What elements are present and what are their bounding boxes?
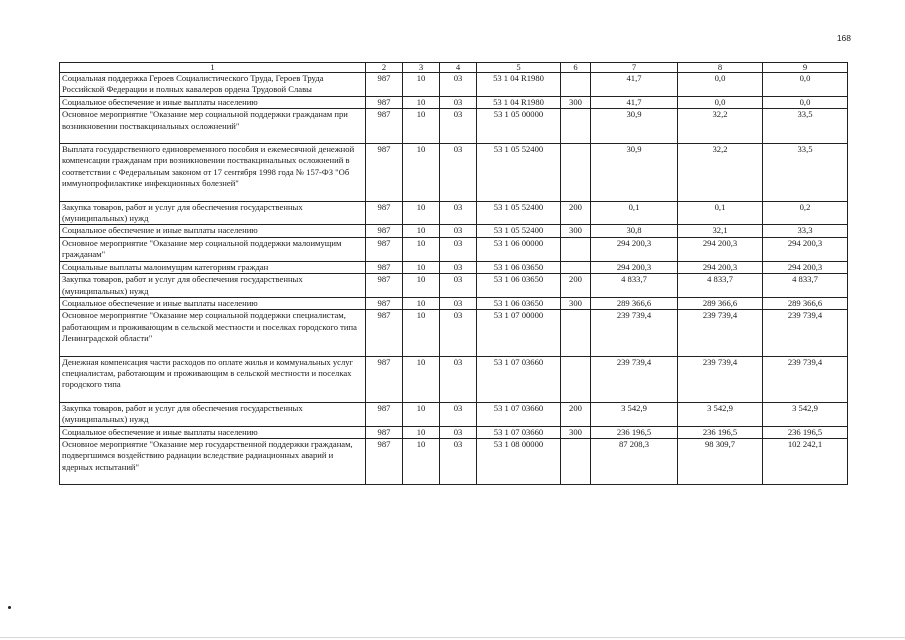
code-cell: 10 bbox=[403, 201, 440, 225]
code-cell: 03 bbox=[440, 402, 477, 426]
row-description bbox=[60, 310, 366, 356]
table-row bbox=[60, 402, 848, 426]
code-cell bbox=[561, 73, 591, 97]
code-cell: 53 1 06 00000 bbox=[477, 237, 561, 261]
scan-edge-line bbox=[0, 637, 905, 638]
table-row bbox=[60, 438, 848, 484]
row-description: Социальное обеспечение и иные выплаты населению bbox=[60, 297, 366, 309]
code-cell: 987 bbox=[366, 402, 403, 426]
amount-cell: 87 208,3 bbox=[591, 438, 678, 484]
amount-cell: 289 366,6 bbox=[763, 297, 848, 309]
cell-spacer bbox=[62, 391, 363, 402]
code-cell: 987 bbox=[366, 109, 403, 144]
amount-cell: 239 739,4 bbox=[678, 310, 763, 356]
amount-cell: 236 196,5 bbox=[678, 426, 763, 438]
code-cell: 300 bbox=[561, 96, 591, 108]
code-cell: 10 bbox=[403, 356, 440, 402]
table-row bbox=[60, 310, 848, 356]
code-cell: 987 bbox=[366, 73, 403, 97]
code-cell: 10 bbox=[403, 402, 440, 426]
code-cell: 53 1 06 03650 bbox=[477, 274, 561, 298]
row-description-text: Основное мероприятие "Оказание мер государственной поддержки гражданам, подвергшимся воздействию радиации вследствие радиационных аварий и ядерных испытаний" bbox=[62, 438, 353, 472]
code-cell: 10 bbox=[403, 310, 440, 356]
header-cell: 2 bbox=[366, 63, 403, 73]
row-description-text: Основное мероприятие "Оказание мер социальной поддержки специалистам, работающим и проживающим в сельской местности и поселках городского типа Ленинградской области" bbox=[62, 310, 357, 344]
scan-dot bbox=[8, 606, 11, 609]
code-cell: 10 bbox=[403, 96, 440, 108]
code-cell: 53 1 08 00000 bbox=[477, 438, 561, 484]
amount-cell: 289 366,6 bbox=[678, 297, 763, 309]
table-container bbox=[59, 62, 847, 485]
amount-cell: 3 542,9 bbox=[763, 402, 848, 426]
cell-spacer bbox=[62, 132, 363, 143]
code-cell: 53 1 06 03650 bbox=[477, 297, 561, 309]
amount-cell: 4 833,7 bbox=[678, 274, 763, 298]
amount-cell: 3 542,9 bbox=[591, 402, 678, 426]
code-cell: 200 bbox=[561, 274, 591, 298]
code-cell: 987 bbox=[366, 261, 403, 273]
cell-spacer bbox=[62, 345, 363, 356]
code-cell: 03 bbox=[440, 426, 477, 438]
amount-cell: 30,8 bbox=[591, 225, 678, 237]
amount-cell: 102 242,1 bbox=[763, 438, 848, 484]
code-cell: 53 1 05 52400 bbox=[477, 201, 561, 225]
amount-cell: 236 196,5 bbox=[591, 426, 678, 438]
code-cell: 10 bbox=[403, 109, 440, 144]
code-cell: 03 bbox=[440, 438, 477, 484]
amount-cell: 32,1 bbox=[678, 225, 763, 237]
table-row bbox=[60, 109, 848, 144]
row-description bbox=[60, 356, 366, 402]
code-cell bbox=[561, 237, 591, 261]
table-row bbox=[60, 144, 848, 202]
table-row bbox=[60, 96, 848, 108]
amount-cell: 4 833,7 bbox=[591, 274, 678, 298]
code-cell: 987 bbox=[366, 144, 403, 202]
amount-cell: 239 739,4 bbox=[763, 310, 848, 356]
amount-cell: 239 739,4 bbox=[591, 356, 678, 402]
code-cell bbox=[561, 261, 591, 273]
code-cell: 03 bbox=[440, 297, 477, 309]
amount-cell: 239 739,4 bbox=[763, 356, 848, 402]
table-row bbox=[60, 274, 848, 298]
amount-cell: 0,0 bbox=[763, 73, 848, 97]
amount-cell: 3 542,9 bbox=[678, 402, 763, 426]
code-cell: 200 bbox=[561, 402, 591, 426]
code-cell: 987 bbox=[366, 274, 403, 298]
amount-cell: 239 739,4 bbox=[678, 356, 763, 402]
code-cell: 10 bbox=[403, 225, 440, 237]
code-cell: 53 1 05 00000 bbox=[477, 109, 561, 144]
row-description bbox=[60, 438, 366, 484]
page-number: 168 bbox=[836, 33, 851, 43]
code-cell: 03 bbox=[440, 356, 477, 402]
amount-cell: 239 739,4 bbox=[591, 310, 678, 356]
row-description-text: Денежная компенсация части расходов по оплате жилья и коммунальных услуг специалистам, работающим и проживающим в сельской местности и поселках городского типа bbox=[62, 356, 354, 390]
table-row bbox=[60, 73, 848, 97]
code-cell: 53 1 06 03650 bbox=[477, 261, 561, 273]
code-cell: 300 bbox=[561, 297, 591, 309]
header-cell: 7 bbox=[591, 63, 678, 73]
code-cell: 300 bbox=[561, 225, 591, 237]
code-cell: 987 bbox=[366, 310, 403, 356]
cell-spacer bbox=[62, 473, 363, 484]
row-description: Закупка товаров, работ и услуг для обеспечения государственных (муниципальных) нужд bbox=[60, 274, 366, 298]
code-cell: 53 1 07 03660 bbox=[477, 356, 561, 402]
amount-cell: 30,9 bbox=[591, 109, 678, 144]
header-cell: 1 bbox=[60, 63, 366, 73]
code-cell: 987 bbox=[366, 225, 403, 237]
code-cell: 10 bbox=[403, 297, 440, 309]
row-description-text: Выплата государственного единовременного пособия и ежемесячной денежной компенсации гражданам при возникновении поствакцинальных осложнений в соответствии с Федеральным законом от 17 сентября 1998 года № 157-ФЗ "Об иммунопрофилактике инфекционных болезней" bbox=[62, 144, 355, 189]
amount-cell: 0,0 bbox=[678, 73, 763, 97]
code-cell: 53 1 07 03660 bbox=[477, 426, 561, 438]
code-cell: 03 bbox=[440, 144, 477, 202]
row-description bbox=[60, 144, 366, 202]
amount-cell: 0,0 bbox=[678, 96, 763, 108]
amount-cell: 4 833,7 bbox=[763, 274, 848, 298]
table-row bbox=[60, 237, 848, 261]
code-cell: 03 bbox=[440, 225, 477, 237]
code-cell: 53 1 07 00000 bbox=[477, 310, 561, 356]
code-cell: 53 1 07 03660 bbox=[477, 402, 561, 426]
table-row bbox=[60, 356, 848, 402]
code-cell: 987 bbox=[366, 201, 403, 225]
budget-table bbox=[59, 62, 848, 485]
code-cell: 300 bbox=[561, 426, 591, 438]
code-cell: 03 bbox=[440, 310, 477, 356]
row-description: Социальное обеспечение и иные выплаты населению bbox=[60, 96, 366, 108]
code-cell: 53 1 05 52400 bbox=[477, 225, 561, 237]
row-description: Социальная поддержка Героев Социалистического Труда, Героев Труда Российской Федерации и полных кавалеров ордена Трудовой Славы bbox=[60, 73, 366, 97]
code-cell bbox=[561, 438, 591, 484]
row-description bbox=[60, 109, 366, 144]
code-cell: 987 bbox=[366, 426, 403, 438]
table-row bbox=[60, 297, 848, 309]
code-cell: 987 bbox=[366, 297, 403, 309]
header-cell: 9 bbox=[763, 63, 848, 73]
code-cell: 03 bbox=[440, 201, 477, 225]
row-description: Закупка товаров, работ и услуг для обеспечения государственных (муниципальных) нужд bbox=[60, 201, 366, 225]
amount-cell: 0,2 bbox=[763, 201, 848, 225]
amount-cell: 41,7 bbox=[591, 73, 678, 97]
amount-cell: 33,5 bbox=[763, 144, 848, 202]
amount-cell: 32,2 bbox=[678, 144, 763, 202]
amount-cell: 0,1 bbox=[591, 201, 678, 225]
code-cell: 987 bbox=[366, 438, 403, 484]
code-cell: 53 1 05 52400 bbox=[477, 144, 561, 202]
code-cell: 53 1 04 R1980 bbox=[477, 96, 561, 108]
table-row bbox=[60, 261, 848, 273]
row-description: Социальные выплаты малоимущим категориям граждан bbox=[60, 261, 366, 273]
code-cell bbox=[561, 310, 591, 356]
amount-cell: 30,9 bbox=[591, 144, 678, 202]
header-cell: 3 bbox=[403, 63, 440, 73]
code-cell bbox=[561, 356, 591, 402]
header-cell: 5 bbox=[477, 63, 561, 73]
amount-cell: 0,0 bbox=[763, 96, 848, 108]
amount-cell: 32,2 bbox=[678, 109, 763, 144]
code-cell: 03 bbox=[440, 274, 477, 298]
code-cell: 987 bbox=[366, 356, 403, 402]
code-cell: 03 bbox=[440, 261, 477, 273]
amount-cell: 41,7 bbox=[591, 96, 678, 108]
header-cell: 4 bbox=[440, 63, 477, 73]
amount-cell: 236 196,5 bbox=[763, 426, 848, 438]
code-cell: 03 bbox=[440, 73, 477, 97]
amount-cell: 294 200,3 bbox=[763, 261, 848, 273]
amount-cell: 33,5 bbox=[763, 109, 848, 144]
header-row bbox=[60, 63, 848, 73]
code-cell: 10 bbox=[403, 261, 440, 273]
code-cell: 10 bbox=[403, 438, 440, 484]
table-row bbox=[60, 225, 848, 237]
amount-cell: 33,3 bbox=[763, 225, 848, 237]
code-cell: 987 bbox=[366, 237, 403, 261]
cell-spacer bbox=[62, 190, 363, 201]
code-cell: 10 bbox=[403, 144, 440, 202]
code-cell: 987 bbox=[366, 96, 403, 108]
code-cell: 53 1 04 R1980 bbox=[477, 73, 561, 97]
amount-cell: 294 200,3 bbox=[591, 237, 678, 261]
table-row bbox=[60, 426, 848, 438]
amount-cell: 294 200,3 bbox=[678, 237, 763, 261]
row-description: Социальное обеспечение и иные выплаты населению bbox=[60, 426, 366, 438]
code-cell: 03 bbox=[440, 96, 477, 108]
code-cell: 10 bbox=[403, 426, 440, 438]
code-cell: 10 bbox=[403, 274, 440, 298]
amount-cell: 289 366,6 bbox=[591, 297, 678, 309]
header-cell: 8 bbox=[678, 63, 763, 73]
code-cell: 10 bbox=[403, 73, 440, 97]
row-description: Закупка товаров, работ и услуг для обеспечения государственных (муниципальных) нужд bbox=[60, 402, 366, 426]
amount-cell: 294 200,3 bbox=[763, 237, 848, 261]
amount-cell: 294 200,3 bbox=[678, 261, 763, 273]
code-cell: 200 bbox=[561, 201, 591, 225]
amount-cell: 0,1 bbox=[678, 201, 763, 225]
row-description: Социальное обеспечение и иные выплаты населению bbox=[60, 225, 366, 237]
code-cell bbox=[561, 109, 591, 144]
code-cell: 03 bbox=[440, 237, 477, 261]
table-row bbox=[60, 201, 848, 225]
code-cell bbox=[561, 144, 591, 202]
header-cell: 6 bbox=[561, 63, 591, 73]
amount-cell: 294 200,3 bbox=[591, 261, 678, 273]
code-cell: 10 bbox=[403, 237, 440, 261]
code-cell: 03 bbox=[440, 109, 477, 144]
row-description-text: Основное мероприятие "Оказание мер социальной поддержки гражданам при возникновении поствакцинальных осложнений" bbox=[62, 109, 348, 131]
amount-cell: 98 309,7 bbox=[678, 438, 763, 484]
row-description: Основное мероприятие "Оказание мер социальной поддержки малоимущим гражданам" bbox=[60, 237, 366, 261]
